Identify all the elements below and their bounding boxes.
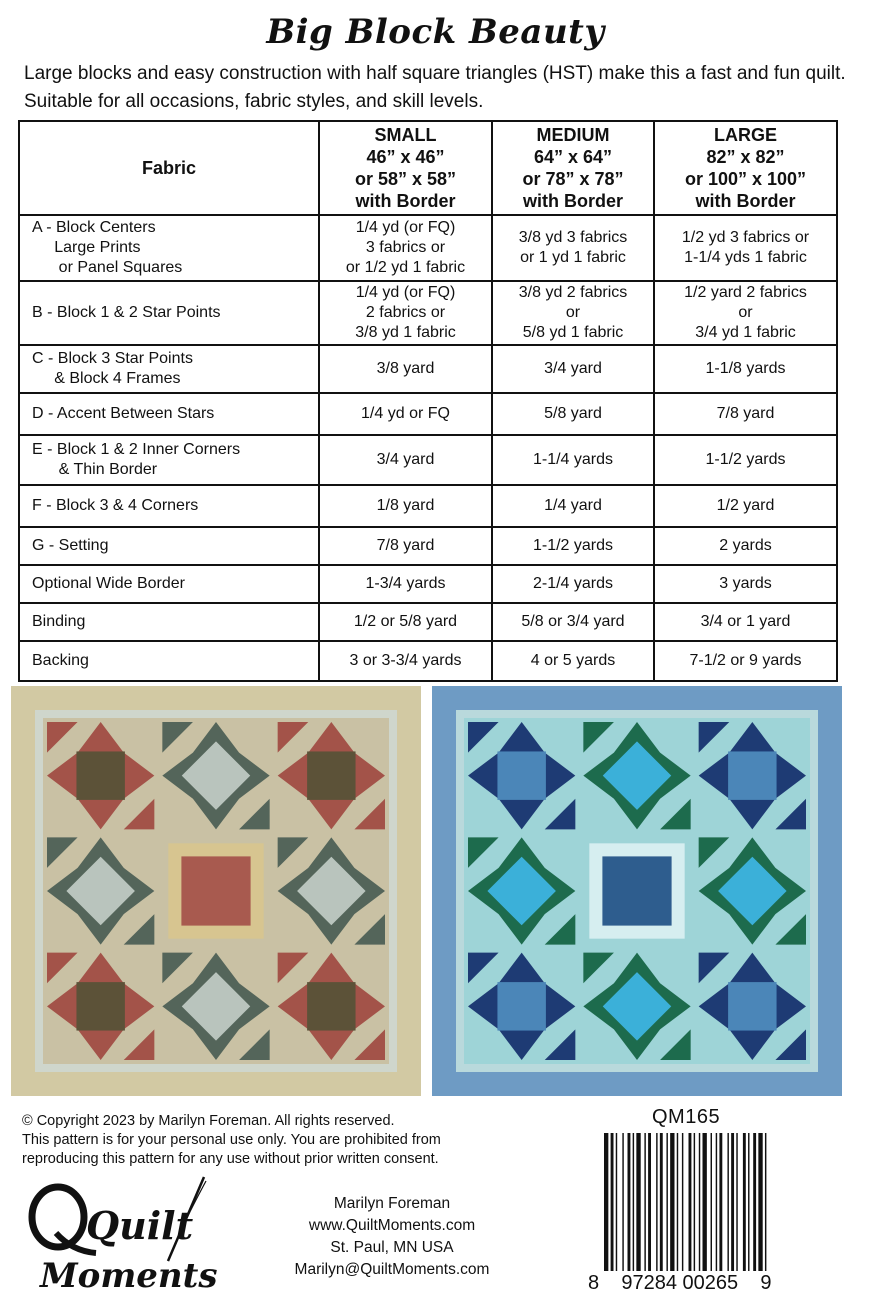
row-fabric: D - Accent Between Stars [19, 393, 319, 435]
barcode-bar [666, 1133, 667, 1271]
row-small: 1/2 or 5/8 yard [319, 603, 492, 641]
row-large: 7-1/2 or 9 yards [654, 641, 837, 681]
row-fabric: Binding [19, 603, 319, 641]
row-fabric: A - Block Centers Large Prints or Panel Squares [19, 215, 319, 281]
quilt-illustration-right [432, 686, 842, 1096]
quilt-center-square [181, 856, 250, 925]
barcode-bar [611, 1133, 614, 1271]
row-large: 7/8 yard [654, 393, 837, 435]
table-row [19, 215, 837, 281]
table-row [19, 641, 837, 681]
barcode-bar [748, 1133, 749, 1271]
quilt-photo-right [432, 686, 842, 1096]
contact-info [250, 1193, 534, 1281]
barcode-bar [689, 1133, 692, 1271]
barcode-bar [719, 1133, 722, 1271]
row-fabric: Optional Wide Border [19, 565, 319, 603]
barcode-bar [622, 1133, 623, 1271]
row-fabric: G - Setting [19, 527, 319, 565]
quilt-center-square [602, 856, 671, 925]
barcode-bar [727, 1133, 728, 1271]
row-medium: 1/4 yard [492, 485, 654, 527]
row-small: 3/4 yard [319, 435, 492, 485]
table-row [19, 565, 837, 603]
logo-line1: Quilt [86, 1203, 194, 1248]
barcode-bar [628, 1133, 631, 1271]
quilt-block-center [76, 982, 124, 1030]
barcode-bar [753, 1133, 756, 1271]
row-fabric: C - Block 3 Star Points & Block 4 Frames [19, 345, 319, 393]
contact-website[interactable]: www.QuiltMoments.com [308, 1217, 476, 1234]
barcode-bar [644, 1133, 645, 1271]
copyright-notice: © Copyright 2023 by Marilyn Foreman. All rights reserved. This pattern is for your personal use only. You are prohibited from reproducing this pattern for any use without prior written consent. [22, 1113, 441, 1167]
barcode-bar [711, 1133, 712, 1271]
contact-email[interactable]: Marilyn@QuiltMoments.com [294, 1261, 490, 1278]
quilt-block-center [497, 982, 545, 1030]
fabric-requirements-table [18, 120, 838, 682]
row-small: 3/8 yard [319, 345, 492, 393]
barcode-bar [682, 1133, 683, 1271]
quilt-block-center [497, 751, 545, 799]
barcode-bar [731, 1133, 734, 1271]
barcode-bar [743, 1133, 746, 1271]
header-medium: MEDIUM 64” x 64” or 78” x 78” with Border [492, 121, 654, 215]
row-large: 2 yards [654, 527, 837, 565]
row-medium: 3/8 yd 2 fabrics or 5/8 yd 1 fabric [492, 281, 654, 345]
quilt-block-center [728, 982, 776, 1030]
barcode-bar [636, 1133, 640, 1271]
row-medium: 4 or 5 yards [492, 641, 654, 681]
table-row [19, 345, 837, 393]
barcode-bar [694, 1133, 695, 1271]
table-row [19, 603, 837, 641]
intro-text: Large blocks and easy construction with half square triangles (HST) make this a fast and fun quilt. Suitable for all occasions, fabric styles, and skill levels. [24, 63, 846, 112]
barcode-bar [736, 1133, 737, 1271]
page-title: Big Block Beauty [266, 12, 605, 52]
barcode-bar [633, 1133, 634, 1271]
row-small: 1/4 yd or FQ [319, 393, 492, 435]
row-medium: 1-1/4 yards [492, 435, 654, 485]
row-medium: 1-1/2 yards [492, 527, 654, 565]
barcode-bar [699, 1133, 700, 1271]
barcode-bar [677, 1133, 678, 1271]
barcode-bar [604, 1133, 608, 1271]
barcode-bar [648, 1133, 651, 1271]
quilt-block-center [307, 751, 355, 799]
quilt-photo-left [11, 686, 421, 1096]
row-fabric: Backing [19, 641, 319, 681]
barcode-bar [758, 1133, 762, 1271]
header-large: LARGE 82” x 82” or 100” x 100” with Border [654, 121, 837, 215]
header-fabric: Fabric [19, 121, 319, 215]
row-fabric: F - Block 3 & 4 Corners [19, 485, 319, 527]
quilt-moments-logo [28, 1173, 228, 1295]
row-large: 1-1/8 yards [654, 345, 837, 393]
row-large: 1-1/2 yards [654, 435, 837, 485]
row-large: 1/2 yard 2 fabrics or 3/4 yd 1 fabric [654, 281, 837, 345]
table-row [19, 281, 837, 345]
barcode-bar [765, 1133, 766, 1271]
barcode-bar [616, 1133, 617, 1271]
barcode-bar [670, 1133, 674, 1271]
barcode-bar [716, 1133, 717, 1271]
barcode-digits: 8 97284 00265 9 [588, 1272, 772, 1294]
table-header-row [19, 121, 837, 215]
row-medium: 5/8 or 3/4 yard [492, 603, 654, 641]
barcode-bar [656, 1133, 657, 1271]
row-medium: 5/8 yard [492, 393, 654, 435]
quilt-block-center [76, 751, 124, 799]
quilt-block-center [728, 751, 776, 799]
table-row [19, 527, 837, 565]
row-medium: 3/4 yard [492, 345, 654, 393]
row-medium: 3/8 yd 3 fabrics or 1 yd 1 fabric [492, 215, 654, 281]
row-small: 1/8 yard [319, 485, 492, 527]
table-row [19, 485, 837, 527]
barcode-bar [660, 1133, 663, 1271]
row-large: 1/2 yard [654, 485, 837, 527]
row-small: 7/8 yard [319, 527, 492, 565]
quilt-illustration-left [11, 686, 421, 1096]
pattern-code: QM165 [652, 1106, 721, 1128]
row-small: 3 or 3-3/4 yards [319, 641, 492, 681]
row-small: 1/4 yd (or FQ) 2 fabrics or 3/8 yd 1 fabric [319, 281, 492, 345]
table-row [19, 435, 837, 485]
table-row [19, 393, 837, 435]
contact-name: Marilyn Foreman [333, 1195, 451, 1212]
row-fabric: B - Block 1 & 2 Star Points [19, 281, 319, 345]
row-large: 3 yards [654, 565, 837, 603]
row-large: 1/2 yd 3 fabrics or 1-1/4 yds 1 fabric [654, 215, 837, 281]
header-small: SMALL 46” x 46” or 58” x 58” with Border [319, 121, 492, 215]
barcode-bar [703, 1133, 707, 1271]
row-large: 3/4 or 1 yard [654, 603, 837, 641]
row-small: 1/4 yd (or FQ) 3 fabrics or or 1/2 yd 1 fabric [319, 215, 492, 281]
row-medium: 2-1/4 yards [492, 565, 654, 603]
logo-line2: Moments [40, 1256, 218, 1295]
row-fabric: E - Block 1 & 2 Inner Corners & Thin Border [19, 435, 319, 485]
barcode [604, 1133, 842, 1271]
row-small: 1-3/4 yards [319, 565, 492, 603]
quilt-block-center [307, 982, 355, 1030]
contact-city: St. Paul, MN USA [330, 1239, 454, 1256]
